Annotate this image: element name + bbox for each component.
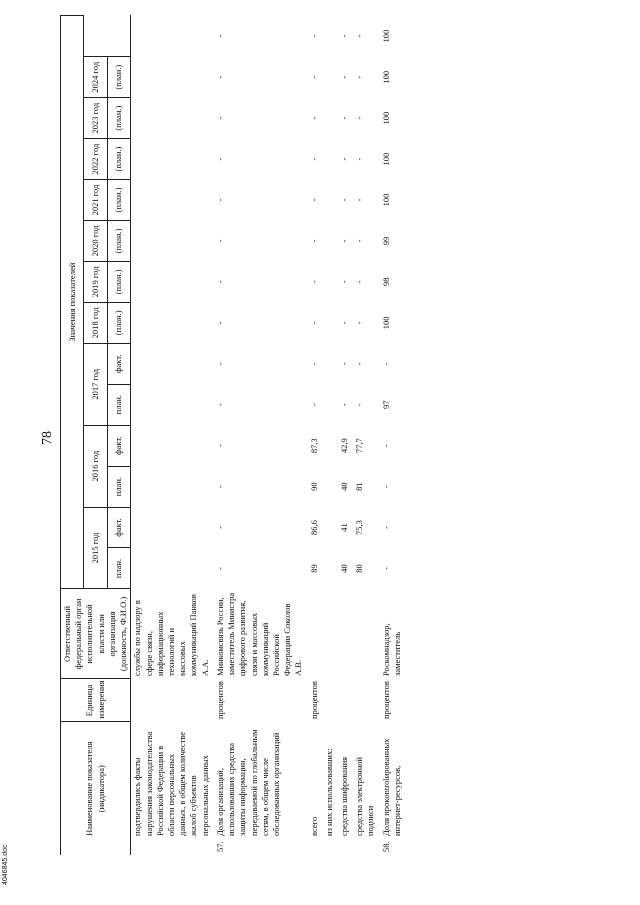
value-cell: -	[339, 198, 350, 202]
value-cell	[321, 425, 336, 466]
responsible-cell: Минкомсвязь России, заместитель Министра цифрового развития, связи и массовых коммуникаций Российской Федерации Соколов А.В.	[214, 592, 304, 676]
value-cell: 40	[339, 482, 350, 491]
header-plan-forecast: (план.)	[107, 302, 130, 343]
indicator-number: 58.	[380, 841, 391, 852]
indicator-name: Доля прокontrolированных интернет-ресурсов,	[380, 738, 402, 836]
header-year: 2019 год	[84, 261, 107, 302]
value-cell: 89	[308, 564, 319, 573]
value-cell: 99	[380, 236, 391, 246]
indicator-cell	[336, 722, 351, 855]
value-cell: 100	[380, 193, 391, 207]
header-year: 2020 год	[84, 220, 107, 261]
value-cell	[321, 16, 336, 57]
header-plan: план.	[107, 384, 130, 425]
table-body	[131, 16, 404, 856]
value-cell: 97	[380, 400, 391, 409]
value-cell: 100	[380, 111, 391, 125]
table-row	[351, 16, 377, 856]
header-fact: факт.	[107, 507, 130, 548]
value-cell: -	[308, 403, 319, 407]
table-row	[378, 16, 404, 856]
header-year: 2021 год	[84, 180, 107, 221]
header-values: Значения показателей	[61, 16, 84, 589]
value-cell	[131, 139, 212, 180]
header-year: 2015 год	[84, 507, 107, 589]
indicator-name: всего	[308, 816, 319, 836]
value-cell: -	[308, 280, 319, 284]
value-cell: -	[214, 75, 225, 79]
value-cell: 87,3	[308, 438, 319, 454]
value-cell: -	[339, 75, 350, 79]
responsible-cell	[321, 589, 336, 679]
indicator-cell	[306, 722, 321, 855]
header-plan-forecast: (план.)	[107, 98, 130, 139]
value-cell: -	[214, 239, 225, 243]
value-cell: 90	[308, 482, 319, 491]
responsible-cell	[306, 589, 321, 679]
value-cell	[321, 384, 336, 425]
indicator-name: из них использовавших:	[323, 748, 334, 836]
header-unit: Единица измерения	[61, 679, 131, 722]
value-cell	[321, 302, 336, 343]
responsible-cell: Роскомнадзор, заместитель	[380, 623, 402, 676]
value-cell	[131, 343, 212, 384]
rotated-page-content	[60, 15, 580, 855]
indicator-cell	[321, 722, 336, 855]
header-year: 2016 год	[84, 425, 107, 507]
value-cell: -	[380, 526, 391, 529]
value-cell: -	[339, 362, 350, 366]
value-cell	[321, 343, 336, 384]
value-cell: -	[354, 321, 365, 325]
indicator-number	[309, 836, 320, 852]
value-cell	[131, 548, 212, 589]
table-row	[336, 16, 351, 856]
value-cell: -	[354, 362, 365, 366]
value-cell: 77,7	[354, 438, 365, 454]
indicator-name: средства электронной подписи	[354, 756, 376, 836]
responsible-cell	[336, 589, 351, 679]
unit-cell: процентов	[214, 681, 225, 719]
indicator-number	[339, 836, 350, 852]
value-cell	[321, 98, 336, 139]
value-cell	[131, 302, 212, 343]
table-row	[212, 16, 306, 856]
document-footer: 4046845.doc	[2, 844, 9, 885]
value-cell: 100	[380, 70, 391, 84]
unit-cell	[351, 679, 377, 722]
value-cell	[131, 98, 212, 139]
header-plan: план.	[107, 548, 130, 589]
value-cell	[131, 261, 212, 302]
header-indicator-name: Наименование показателя (индикатора)	[61, 722, 131, 855]
value-cell: -	[214, 157, 225, 161]
value-cell: -	[308, 75, 319, 79]
indicator-number	[354, 836, 376, 852]
header-plan: план.	[107, 466, 130, 507]
header-year: 2022 год	[84, 139, 107, 180]
value-cell: -	[354, 403, 365, 407]
value-cell	[131, 180, 212, 221]
value-cell: -	[308, 116, 319, 120]
table-row	[321, 16, 336, 856]
header-plan-forecast: (план.)	[107, 220, 130, 261]
responsible-cell: службы по надзору в сфере связи, информационных технологий и массовых коммуникаций Панков А.А.	[132, 594, 210, 676]
value-cell: -	[214, 116, 225, 120]
unit-cell	[321, 679, 336, 722]
value-cell	[131, 425, 212, 466]
value-cell: -	[308, 34, 319, 38]
value-cell	[131, 16, 212, 57]
indicator-name: подтвердились факты нарушения законодательства Российской Федерации в области персональных данных, в общем количестве жалоб субъектов персональных данных	[132, 731, 210, 836]
value-cell: -	[380, 444, 391, 448]
unit-cell	[131, 679, 212, 722]
indicator-name: Доля организаций, использовавших средства защиты информации, передаваемой по глобальным сетям, в общем числе обследованных организаций	[214, 729, 281, 836]
value-cell: -	[214, 362, 225, 366]
value-cell: 98	[380, 277, 391, 287]
value-cell: -	[214, 321, 225, 325]
value-cell: -	[380, 567, 391, 570]
value-cell: 80	[354, 564, 365, 573]
header-plan-forecast: (план.)	[107, 57, 130, 98]
value-cell: -	[308, 362, 319, 366]
value-cell: 100	[380, 152, 391, 166]
value-cell: -	[354, 157, 365, 161]
value-cell	[321, 180, 336, 221]
value-cell: -	[214, 280, 225, 284]
header-fact: факт.	[107, 343, 130, 384]
value-cell: -	[214, 444, 225, 448]
value-cell	[131, 466, 212, 507]
value-cell: -	[308, 321, 319, 325]
header-year: 2024 год	[84, 57, 107, 98]
unit-cell	[336, 679, 351, 722]
value-cell	[131, 57, 212, 98]
value-cell	[131, 384, 212, 425]
header-plan-forecast: (план.)	[107, 261, 130, 302]
indicator-number	[132, 836, 211, 852]
value-cell: 40	[339, 564, 350, 573]
value-cell: -	[354, 34, 365, 38]
value-cell: -	[339, 157, 350, 161]
value-cell	[321, 507, 336, 548]
value-cell: -	[214, 567, 225, 570]
value-cell: -	[339, 34, 350, 38]
value-cell: 41	[339, 523, 350, 532]
header-plan-forecast: (план.)	[107, 180, 130, 221]
value-cell: -	[339, 116, 350, 120]
indicator-cell	[212, 722, 306, 855]
value-cell: -	[214, 34, 225, 38]
value-cell: -	[214, 485, 225, 488]
indicator-cell	[351, 722, 377, 855]
value-cell: -	[214, 526, 225, 529]
unit-cell: процентов	[308, 681, 319, 719]
value-cell: 86,6	[308, 520, 319, 535]
value-cell	[321, 548, 336, 589]
value-cell: -	[339, 403, 350, 407]
value-cell: -	[354, 75, 365, 79]
value-cell: -	[339, 239, 350, 243]
value-cell: -	[354, 239, 365, 243]
header-responsible: Ответственный федеральный орган исполнительной власти или организация (должность, Ф.И.О.)	[61, 589, 131, 679]
indicator-cell	[378, 722, 404, 855]
value-cell	[321, 220, 336, 261]
value-cell: 100	[380, 316, 391, 330]
value-cell	[321, 139, 336, 180]
value-cell: -	[380, 362, 391, 366]
indicator-name: средства шифрования	[339, 756, 350, 836]
value-cell	[321, 261, 336, 302]
value-cell: 81	[354, 482, 365, 491]
value-cell	[131, 507, 212, 548]
value-cell: -	[339, 280, 350, 284]
value-cell	[321, 466, 336, 507]
value-cell: -	[308, 198, 319, 202]
indicator-number: 57.	[214, 841, 225, 852]
table-header	[61, 16, 131, 856]
header-fact: факт.	[107, 425, 130, 466]
value-cell: 75,3	[354, 520, 365, 535]
value-cell: -	[214, 198, 225, 202]
value-cell: -	[308, 239, 319, 243]
unit-cell: процентов	[380, 681, 391, 719]
table-row	[306, 16, 321, 856]
header-plan-forecast: (план.)	[107, 139, 130, 180]
header-year: 2018 год	[84, 302, 107, 343]
value-cell: -	[354, 280, 365, 284]
header-year: 2017 год	[84, 343, 107, 425]
indicator-number	[324, 836, 335, 852]
value-cell	[131, 220, 212, 261]
value-cell: 100	[380, 29, 391, 43]
value-cell: 42,9	[339, 438, 350, 454]
value-cell: -	[354, 198, 365, 202]
value-cell: -	[339, 321, 350, 325]
value-cell: -	[380, 485, 391, 488]
table-row	[131, 16, 212, 856]
header-year: 2023 год	[84, 98, 107, 139]
value-cell: -	[214, 403, 225, 407]
value-cell	[321, 57, 336, 98]
value-cell: -	[308, 157, 319, 161]
indicator-cell	[131, 722, 212, 855]
responsible-cell	[351, 589, 377, 679]
value-cell: -	[354, 116, 365, 120]
indicators-table	[60, 15, 404, 855]
page-number: 78	[40, 431, 55, 445]
